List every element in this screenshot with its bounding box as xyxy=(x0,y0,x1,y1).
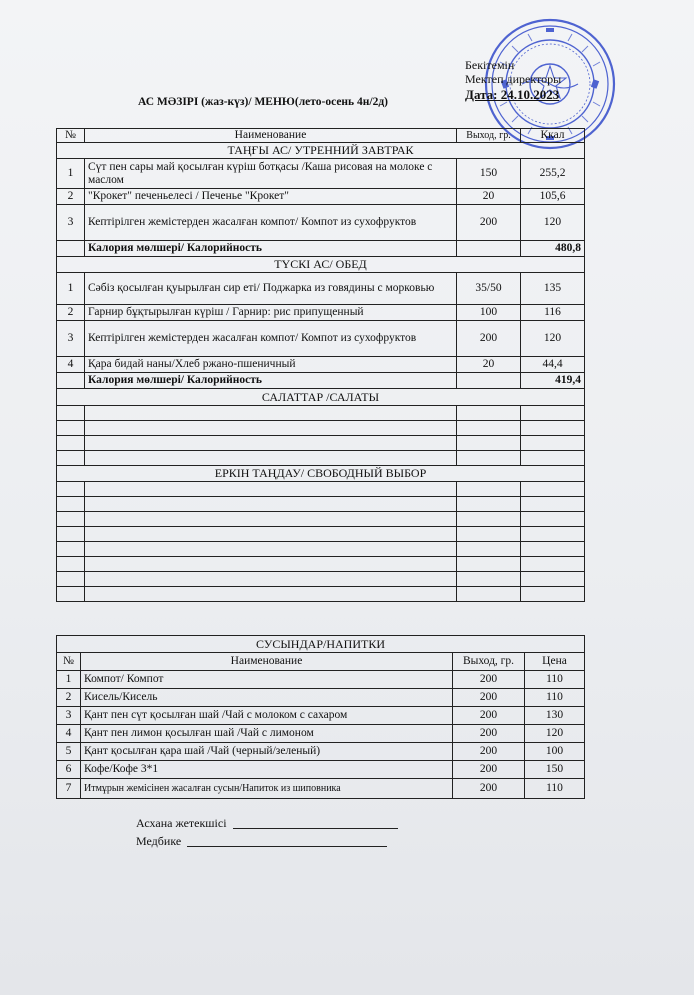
row-output: 150 xyxy=(457,159,521,189)
empty-row xyxy=(57,512,585,527)
table-row xyxy=(57,671,585,689)
total-label: Калория мөлшері/ Калорийность xyxy=(85,373,457,389)
col-kcal-header: Ккал xyxy=(521,129,585,143)
row-price: 110 xyxy=(525,671,585,689)
row-num: 2 xyxy=(57,305,85,321)
row-num: 1 xyxy=(57,671,81,689)
drinks-col-name-header: Наименование xyxy=(81,653,453,671)
row-output: 20 xyxy=(457,189,521,205)
total-value: 480,8 xyxy=(521,241,585,257)
section-row-lunch xyxy=(57,257,585,273)
row-num: 6 xyxy=(57,761,81,779)
table-row xyxy=(57,761,585,779)
signature-canteen xyxy=(136,816,398,831)
table-row xyxy=(57,779,585,799)
table-row xyxy=(57,725,585,743)
menu-table xyxy=(56,128,585,602)
empty-row xyxy=(57,572,585,587)
row-num: 2 xyxy=(57,189,85,205)
row-name: Гарнир бұқтырылған күріш / Гарнир: рис припущенный xyxy=(85,305,457,321)
row-num: 3 xyxy=(57,707,81,725)
table-row xyxy=(57,273,585,305)
signature-line xyxy=(233,827,398,829)
lunch-title: ТҮСКІ АС/ ОБЕД xyxy=(57,257,585,273)
row-output: 20 xyxy=(457,357,521,373)
row-num: 5 xyxy=(57,743,81,761)
total-label: Калория мөлшері/ Калорийность xyxy=(85,241,457,257)
row-kcal: 255,2 xyxy=(521,159,585,189)
row-name: Қант қосылған қара шай /Чай (черный/зеленый) xyxy=(81,743,453,761)
row-output: 200 xyxy=(453,779,525,799)
breakfast-title: ТАҢҒЫ АС/ УТРЕННИЙ ЗАВТРАК xyxy=(57,143,585,159)
table-row xyxy=(57,159,585,189)
empty-row xyxy=(57,482,585,497)
drinks-title: СУСЫНДАР/НАПИТКИ xyxy=(57,636,585,653)
canteen-head-label: Асхана жетекшісі xyxy=(136,816,227,830)
row-output: 200 xyxy=(453,689,525,707)
total-row xyxy=(57,241,585,257)
empty-row xyxy=(57,421,585,436)
row-output: 200 xyxy=(453,725,525,743)
col-num-header: № xyxy=(57,129,85,143)
drinks-col-output-header: Выход, гр. xyxy=(453,653,525,671)
row-name: Компот/ Компот xyxy=(81,671,453,689)
table-row xyxy=(57,321,585,357)
row-kcal: 105,6 xyxy=(521,189,585,205)
page-title: АС МӘЗІРІ (жаз-күз)/ МЕНЮ(лето-осень 4н/2д) xyxy=(138,96,388,108)
row-name: Сүт пен сары май қосылған күріш ботқасы /Каша рисовая на молоке с маслом xyxy=(85,159,457,189)
approval-date: Дата: 24.10.2023 xyxy=(465,87,560,102)
row-name: Қара бидай наны/Хлеб ржано-пшеничный xyxy=(85,357,457,373)
row-kcal: 120 xyxy=(521,321,585,357)
row-price: 100 xyxy=(525,743,585,761)
row-price: 150 xyxy=(525,761,585,779)
col-name-header: Наименование xyxy=(85,129,457,143)
drinks-header-row xyxy=(57,653,585,671)
row-kcal: 135 xyxy=(521,273,585,305)
table-row xyxy=(57,689,585,707)
table-row xyxy=(57,743,585,761)
approved-label: Бекітемін xyxy=(465,58,515,72)
empty-row xyxy=(57,542,585,557)
total-row xyxy=(57,373,585,389)
row-num: 3 xyxy=(57,205,85,241)
row-output: 200 xyxy=(453,761,525,779)
row-num: 3 xyxy=(57,321,85,357)
signature-nurse xyxy=(136,834,387,849)
table-row xyxy=(57,357,585,373)
empty-row xyxy=(57,557,585,572)
row-name: Қант пен сүт қосылған шай /Чай с молоком с сахаром xyxy=(81,707,453,725)
row-price: 130 xyxy=(525,707,585,725)
row-kcal: 44,4 xyxy=(521,357,585,373)
row-price: 110 xyxy=(525,779,585,799)
row-name: Кисель/Кисель xyxy=(81,689,453,707)
drinks-table xyxy=(56,635,585,799)
row-name: Кептірілген жемістерден жасалған компот/ Компот из сухофруктов xyxy=(85,321,457,357)
row-kcal: 116 xyxy=(521,305,585,321)
total-value: 419,4 xyxy=(521,373,585,389)
empty-row xyxy=(57,406,585,421)
empty-row xyxy=(57,451,585,466)
empty-row xyxy=(57,497,585,512)
row-output: 200 xyxy=(457,205,521,241)
director-label: Мектеп директоры xyxy=(465,72,562,86)
row-output: 200 xyxy=(453,707,525,725)
empty-row xyxy=(57,587,585,602)
row-output: 200 xyxy=(457,321,521,357)
section-row-breakfast xyxy=(57,143,585,159)
row-name: Сәбіз қосылған қуырылған сир еті/ Поджарка из говядины с морковью xyxy=(85,273,457,305)
signature-line xyxy=(187,845,387,847)
row-num: 1 xyxy=(57,273,85,305)
table-row xyxy=(57,305,585,321)
row-output: 35/50 xyxy=(457,273,521,305)
row-name: Кофе/Кофе 3*1 xyxy=(81,761,453,779)
drinks-col-num-header: № xyxy=(57,653,81,671)
section-row-free-choice xyxy=(57,466,585,482)
row-output: 200 xyxy=(453,743,525,761)
row-output: 100 xyxy=(457,305,521,321)
row-name: Қант пен лимон қосылған шай /Чай с лимоном xyxy=(81,725,453,743)
row-name: "Крокет" печеньелесі / Печенье "Крокет" xyxy=(85,189,457,205)
row-kcal: 120 xyxy=(521,205,585,241)
table-row xyxy=(57,707,585,725)
row-price: 120 xyxy=(525,725,585,743)
row-num: 2 xyxy=(57,689,81,707)
table-row xyxy=(57,205,585,241)
section-row-drinks xyxy=(57,636,585,653)
row-num: 1 xyxy=(57,159,85,189)
row-num: 7 xyxy=(57,779,81,799)
approval-block xyxy=(465,58,561,102)
table-row xyxy=(57,189,585,205)
row-name: Кептірілген жемістерден жасалған компот/ Компот из сухофруктов xyxy=(85,205,457,241)
row-name: Итмұрын жемісінен жасалған сусын/Напиток из шиповника xyxy=(81,779,453,799)
nurse-label: Медбике xyxy=(136,834,182,848)
row-output: 200 xyxy=(453,671,525,689)
col-output-header: Выход, гр. xyxy=(457,129,521,143)
drinks-col-price-header: Цена xyxy=(525,653,585,671)
empty-row xyxy=(57,436,585,451)
row-num: 4 xyxy=(57,357,85,373)
row-num: 4 xyxy=(57,725,81,743)
free-choice-title: ЕРКІН ТАҢДАУ/ СВОБОДНЫЙ ВЫБОР xyxy=(57,466,585,482)
empty-row xyxy=(57,527,585,542)
salads-title: САЛАТТАР /САЛАТЫ xyxy=(57,389,585,406)
section-row-salads xyxy=(57,389,585,406)
row-price: 110 xyxy=(525,689,585,707)
header-row xyxy=(57,129,585,143)
